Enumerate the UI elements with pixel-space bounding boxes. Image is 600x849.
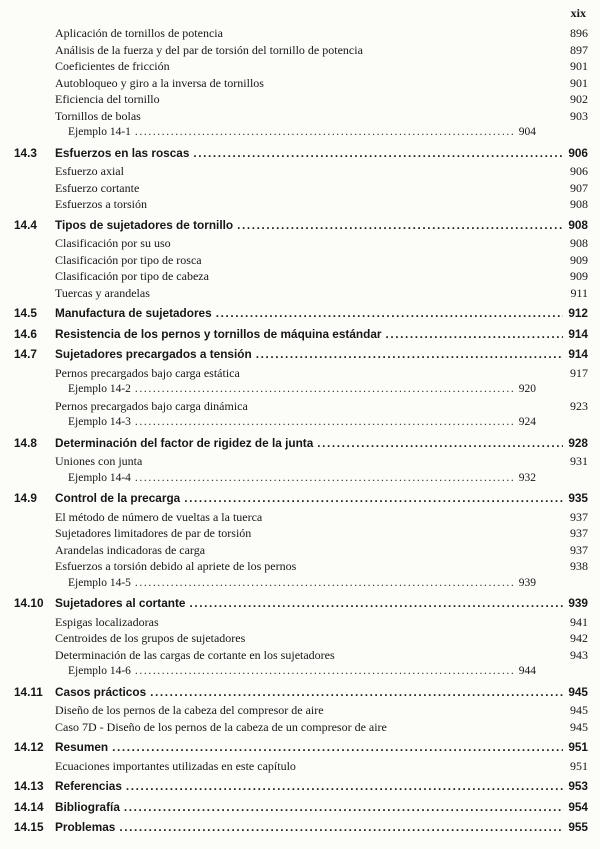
entry-page-number: 911 [570, 285, 588, 300]
toc-sub-row [14, 196, 588, 213]
entry-page-number: 923 [570, 398, 588, 413]
entry-label: Ejemplo 14-6 [68, 665, 131, 677]
entry-page-number: 906 [570, 164, 588, 178]
entry-label: Diseño de los pernos de la cabeza del compresor de aire [55, 703, 324, 717]
entry-label: Referencias [55, 779, 122, 793]
entry-label: Autobloqueo y giro a la inversa de tornillos [55, 75, 264, 90]
entry-page-number: 901 [570, 59, 588, 73]
toc-sub-row [14, 365, 588, 382]
toc-sub-row [14, 542, 588, 559]
toc-sub-row [14, 719, 588, 736]
section-number: 14.7 [14, 347, 37, 361]
entry-label: Eficiencia del tornillo [55, 92, 160, 106]
dot-leader [256, 346, 564, 363]
entry-label: Esfuerzo cortante [55, 180, 140, 195]
entry-page-number: 944 [518, 665, 536, 677]
toc-section-row [14, 305, 588, 322]
entry-label: Tornillos de bolas [55, 108, 141, 123]
entry-page-number: 945 [568, 684, 588, 699]
dot-leader [112, 739, 563, 756]
toc-example-row [14, 575, 536, 592]
toc-sub-row [14, 180, 588, 197]
entry-page-number: 951 [570, 758, 588, 773]
section-number: 14.9 [14, 491, 37, 505]
entry-page-number: 906 [568, 145, 588, 160]
entry-page-number: 903 [570, 108, 588, 123]
entry-page-number: 928 [568, 435, 588, 450]
entry-page-number: 912 [568, 306, 588, 320]
toc-section-row [14, 819, 588, 836]
entry-label: Control de la precarga [55, 491, 181, 505]
entry-page-number: 931 [570, 454, 588, 468]
toc-sub-row [14, 285, 588, 302]
toc-section-row [14, 684, 588, 701]
dot-leader [135, 414, 514, 431]
entry-label: Ejemplo 14-1 [68, 126, 131, 138]
section-number: 14.13 [14, 779, 44, 793]
entry-page-number: 914 [568, 347, 588, 361]
entry-page-number: 920 [518, 383, 536, 395]
entry-page-number: 945 [570, 703, 588, 717]
entry-page-number: 945 [570, 719, 588, 734]
entry-page-number: 908 [570, 236, 588, 250]
entry-label: Esfuerzos en las roscas [55, 145, 190, 160]
entry-label: Determinación del factor de rigidez de la junta [55, 435, 314, 450]
entry-label: Tipos de sujetadores de tornillo [55, 217, 234, 232]
entry-label: Esfuerzos a torsión [55, 197, 147, 211]
toc-section-row [14, 145, 588, 162]
dot-leader [385, 326, 563, 343]
section-number: 14.3 [14, 145, 37, 160]
entry-label: Clasificación por tipo de cabeza [55, 269, 209, 283]
toc-sub-row [14, 525, 588, 542]
entry-label: Problemas [55, 820, 116, 834]
toc-sub-row [14, 268, 588, 285]
entry-label: Arandelas indicadoras de carga [55, 542, 206, 557]
entry-page-number: 907 [570, 180, 588, 195]
section-number: 14.12 [14, 740, 44, 754]
dot-leader [135, 124, 514, 141]
section-number: 14.4 [14, 217, 37, 232]
toc-sub-row [14, 758, 588, 775]
toc-sub-row [14, 630, 588, 647]
entry-label: Clasificación por su uso [55, 236, 171, 250]
entry-label: Ecuaciones importantes utilizadas en este capítulo [55, 758, 296, 773]
entry-page-number: 938 [570, 559, 588, 573]
entry-label: El método de número de vueltas a la tuerca [55, 509, 263, 524]
dot-leader [126, 778, 563, 795]
toc-sub-row [14, 58, 588, 75]
toc-section-row [14, 739, 588, 756]
entry-page-number: 917 [570, 365, 588, 380]
dot-leader [184, 490, 563, 507]
entry-label: Esfuerzos a torsión debido al apriete de los pernos [55, 559, 297, 573]
page-folio: xix [570, 6, 586, 20]
toc-example-row [14, 124, 536, 141]
entry-page-number: 937 [570, 509, 588, 524]
toc-sub-row [14, 702, 588, 719]
toc-sub-row [14, 558, 588, 575]
entry-page-number: 939 [518, 576, 536, 589]
toc-section-row [14, 326, 588, 343]
entry-label: Espigas localizadoras [55, 614, 159, 629]
section-number: 14.15 [14, 820, 44, 834]
entry-label: Manufactura de sujetadores [55, 306, 212, 320]
entry-page-number: 941 [570, 614, 588, 629]
entry-page-number: 937 [570, 542, 588, 557]
toc-example-row [14, 470, 536, 487]
dot-leader [135, 381, 514, 398]
entry-page-number: 935 [568, 491, 588, 505]
toc-example-row [14, 381, 536, 398]
entry-label: Uniones con junta [55, 454, 143, 468]
toc-sub-row [14, 75, 588, 92]
entry-label: Casos prácticos [55, 684, 147, 699]
entry-label: Tuercas y arandelas [55, 285, 150, 300]
toc-example-row [14, 414, 536, 431]
entry-label: Determinación de las cargas de cortante en los sujetadores [55, 647, 335, 662]
toc-section-row [14, 778, 588, 795]
entry-page-number: 904 [518, 126, 536, 138]
entry-page-number: 942 [570, 631, 588, 645]
dot-leader [124, 799, 563, 816]
entry-label: Análisis de la fuerza y del par de torsión del tornillo de potencia [55, 42, 363, 57]
section-number: 14.10 [14, 596, 44, 610]
toc-sub-row [14, 647, 588, 664]
entry-label: Pernos precargados bajo carga dinámica [55, 398, 248, 413]
entry-page-number: 955 [568, 820, 588, 834]
dot-leader [193, 145, 563, 162]
toc-section-row [14, 217, 588, 234]
entry-page-number: 908 [570, 197, 588, 211]
entry-label: Ejemplo 14-4 [68, 471, 131, 484]
toc-sub-row [14, 163, 588, 180]
toc-section-row [14, 346, 588, 363]
entry-label: Clasificación por tipo de rosca [55, 252, 202, 267]
toc-sub-row [14, 91, 588, 108]
toc-section-row [14, 595, 588, 612]
section-number: 14.8 [14, 435, 37, 450]
dot-leader [189, 595, 563, 612]
toc-sub-row [14, 108, 588, 125]
entry-label: Resistencia de los pernos y tornillos de máquina estándar [55, 326, 382, 341]
entry-page-number: 908 [568, 217, 588, 232]
entry-page-number: 943 [570, 647, 588, 662]
toc-sub-row [14, 25, 588, 42]
entry-page-number: 953 [568, 779, 588, 793]
toc-sub-row [14, 398, 588, 415]
entry-label: Ejemplo 14-3 [68, 416, 131, 428]
dot-leader [135, 470, 514, 487]
entry-label: Ejemplo 14-2 [68, 383, 131, 395]
toc-sub-row [14, 235, 588, 252]
dot-leader [150, 684, 563, 701]
entry-label: Coeficientes de fricción [55, 59, 170, 73]
entry-page-number: 939 [568, 596, 588, 610]
toc-section-row [14, 490, 588, 507]
entry-label: Pernos precargados bajo carga estática [55, 365, 240, 380]
section-number: 14.6 [14, 326, 37, 341]
entry-label: Sujetadores al cortante [55, 596, 186, 610]
entry-label: Resumen [55, 740, 109, 754]
toc-section-row [14, 799, 588, 816]
entry-page-number: 914 [568, 326, 588, 341]
entry-page-number: 897 [570, 42, 588, 57]
toc-sub-row [14, 614, 588, 631]
dot-leader [119, 819, 563, 836]
entry-label: Bibliografía [55, 799, 120, 814]
entry-page-number: 909 [570, 252, 588, 267]
toc-sub-row [14, 252, 588, 269]
entry-label: Aplicación de tornillos de potencia [55, 26, 223, 40]
dot-leader [216, 305, 564, 322]
entry-page-number: 954 [568, 799, 588, 814]
entry-label: Centroides de los grupos de sujetadores [55, 631, 246, 645]
entry-page-number: 902 [570, 92, 588, 106]
entry-page-number: 901 [570, 75, 588, 90]
section-number: 14.5 [14, 306, 37, 320]
entry-label: Esfuerzo axial [55, 164, 124, 178]
entry-page-number: 937 [570, 526, 588, 540]
toc-sub-row [14, 42, 588, 59]
dot-leader [135, 575, 514, 592]
toc-sub-row [14, 453, 588, 470]
section-number: 14.14 [14, 799, 44, 814]
entry-label: Ejemplo 14-5 [68, 576, 131, 589]
section-number: 14.11 [14, 684, 43, 699]
toc-section-row [14, 435, 588, 452]
entry-label: Sujetadores limitadores de par de torsión [55, 526, 252, 540]
dot-leader [237, 217, 563, 234]
entry-page-number: 932 [518, 471, 536, 484]
entry-label: Sujetadores precargados a tensión [55, 347, 252, 361]
entry-page-number: 909 [570, 269, 588, 283]
toc-list [14, 25, 588, 836]
entry-label: Caso 7D - Diseño de los pernos de la cabeza de un compresor de aire [55, 719, 387, 734]
dot-leader [317, 435, 563, 452]
entry-page-number: 924 [518, 416, 536, 428]
toc-example-row [14, 663, 536, 680]
entry-page-number: 896 [570, 26, 588, 40]
entry-page-number: 951 [568, 740, 588, 754]
toc-sub-row [14, 509, 588, 526]
dot-leader [135, 663, 514, 680]
